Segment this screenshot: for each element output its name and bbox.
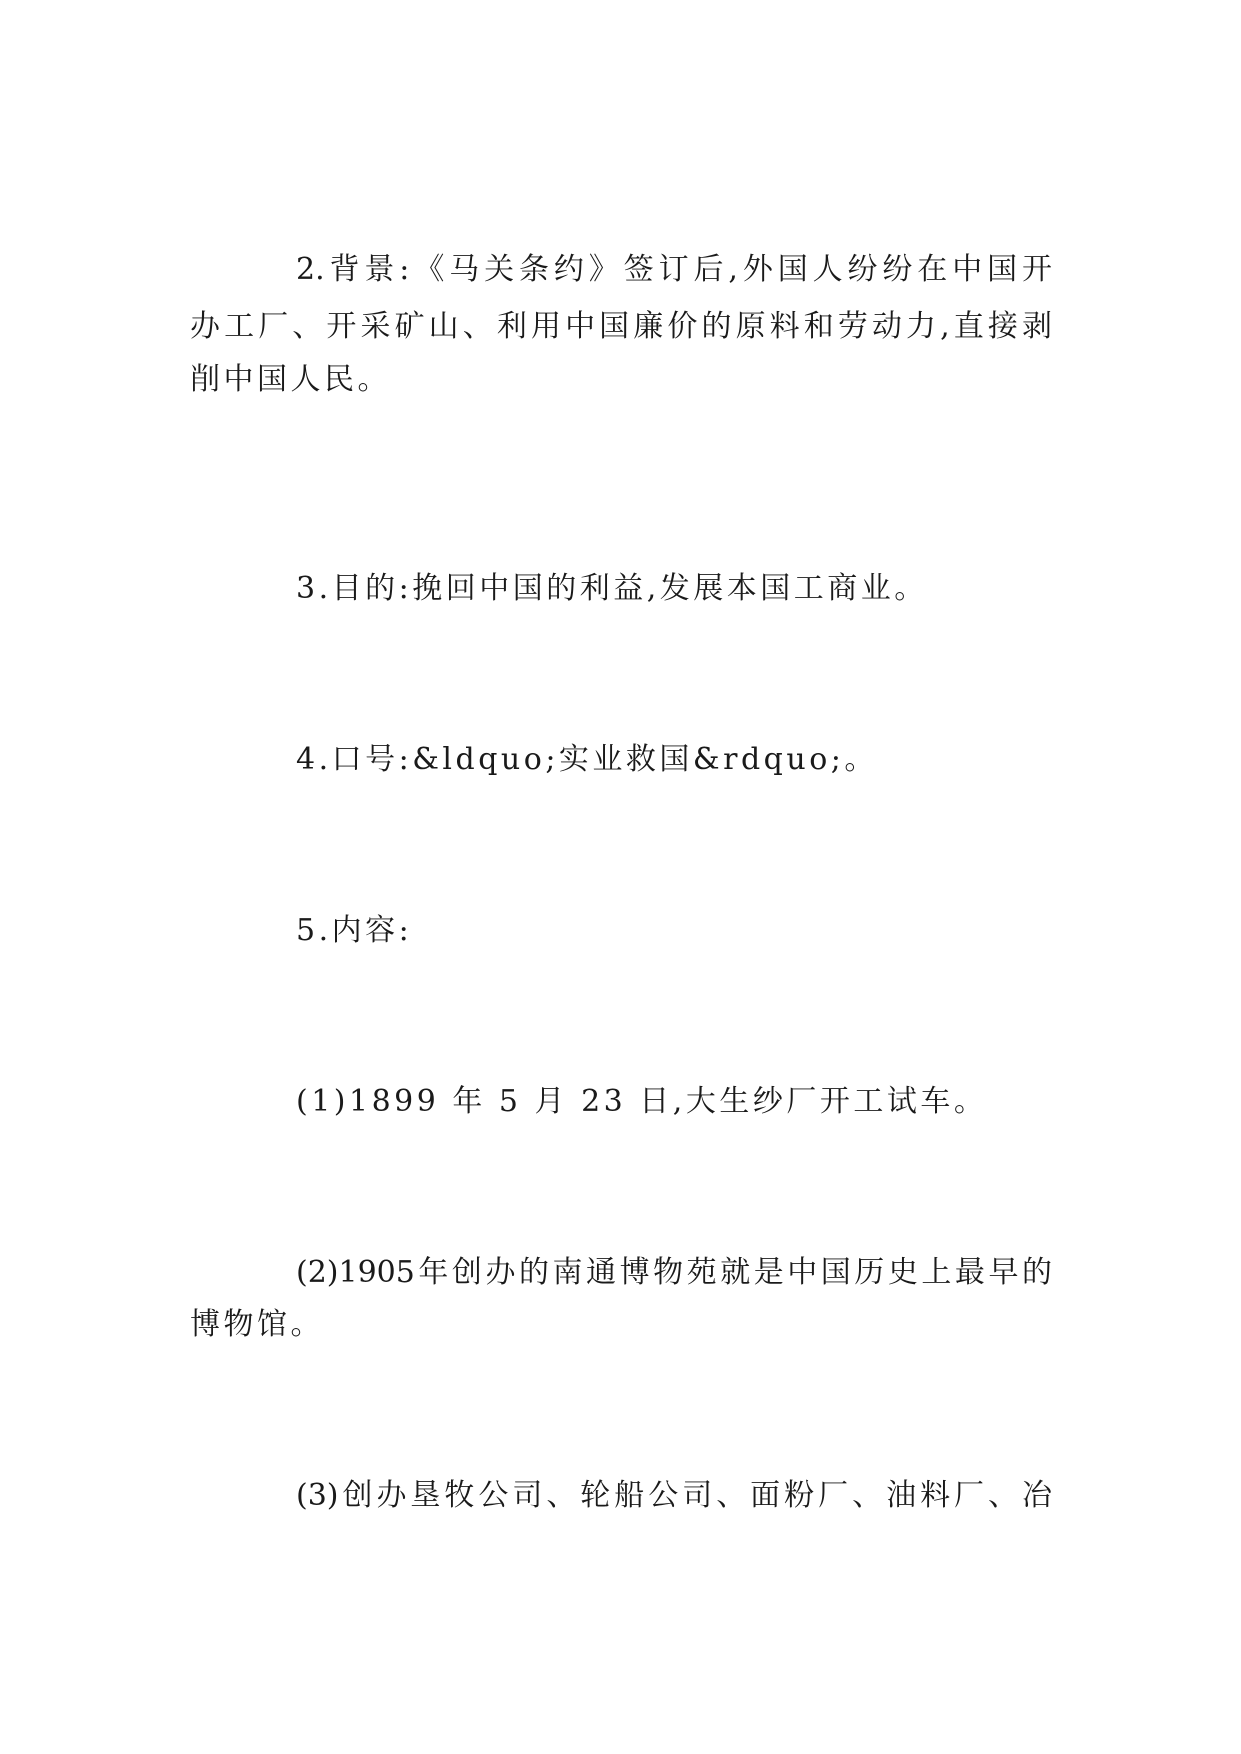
paragraph-line: 5.内容: [296, 913, 413, 948]
paragraph-line: (3)创办垦牧公司、轮船公司、面粉厂、油料厂、冶 [296, 1478, 1052, 1513]
paragraph-line: (2)1905年创办的南通博物苑就是中国历史上最早的 [296, 1255, 1052, 1290]
paragraph-line: 4.口号:&ldquo;实业救国&rdquo;。 [296, 742, 878, 777]
paragraph-line: 2.背景:《马关条约》签订后,外国人纷纷在中国开 [296, 252, 1052, 287]
paragraph-line: (1)1899 年 5 月 23 日,大生纱厂开工试车。 [296, 1084, 988, 1119]
paragraph-line: 博物馆。 [190, 1307, 324, 1342]
paragraph-line: 削中国人民。 [190, 362, 391, 397]
paragraph-line: 3.目的:挽回中国的利益,发展本国工商业。 [296, 571, 928, 606]
paragraph-line: 办工厂、开采矿山、利用中国廉价的原料和劳动力,直接剥 [190, 309, 1052, 344]
